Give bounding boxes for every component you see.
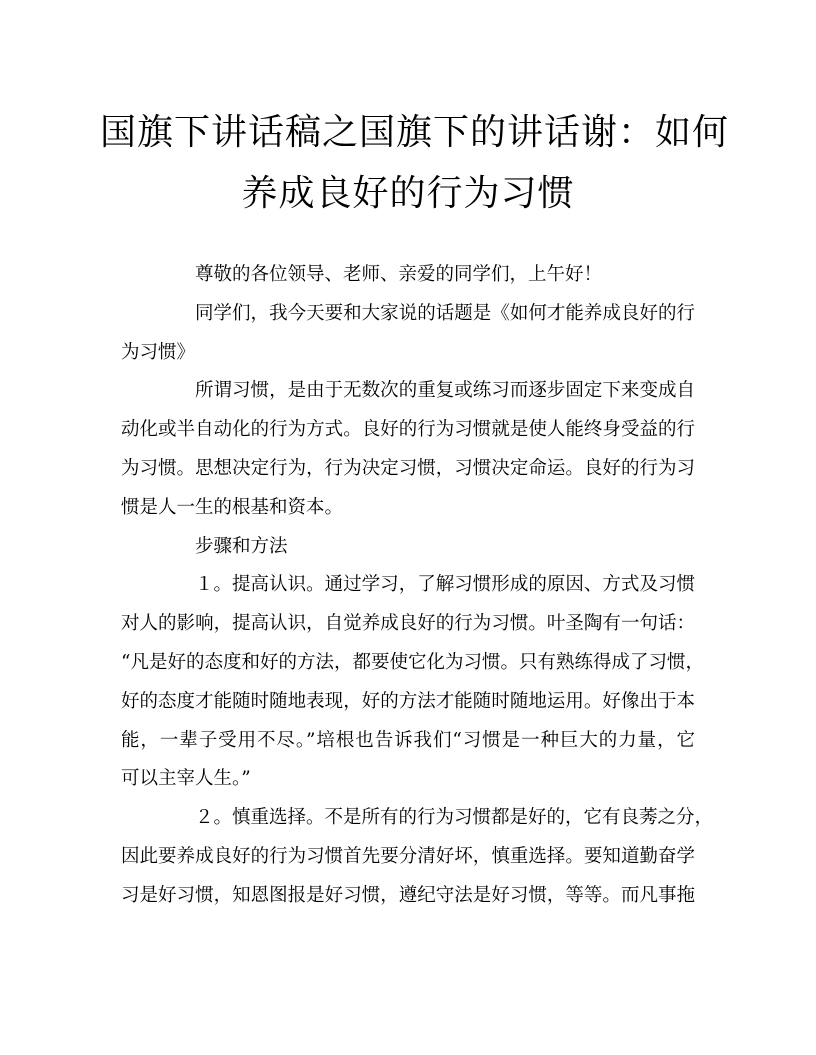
body-text-line: 为习惯。思想决定行为，行为决定习惯，习惯决定命运。良好的行为习 [121,457,695,479]
body-text-line: 好的态度才能随时随地表现，好的方法才能随时随地运用。好像出于本 [121,690,695,712]
body-text-line: １。提高认识。通过学习，了解习惯形成的原因、方式及习惯 [195,574,695,596]
body-text-line: 对人的影响，提高认识，自觉养成良好的行为习惯。叶圣陶有一句话： [121,613,695,635]
body-text-line: 动化或半自动化的行为方式。良好的行为习惯就是使人能终身受益的行 [121,419,695,441]
body-text-line: “凡是好的态度和好的方法，都要使它化为习惯。只有熟练得成了习惯， [121,651,704,673]
body-text-line: 习是好习惯，知恩图报是好习惯，遵纪守法是好习惯，等等。而凡事拖 [121,884,695,906]
body-text-line: 尊敬的各位领导、老师、亲爱的同学们，上午好！ [195,264,603,285]
body-text-line: 能，一辈子受用不尽。”培根也告诉我们“习惯是一种巨大的力量，它 [121,729,695,751]
body-text-line: ２。慎重选择。不是所有的行为习惯都是好的，它有良莠之分， [195,807,714,829]
body-text-line: 步骤和方法 [195,535,288,557]
page-title-line-2: 养成良好的行为习惯 [241,173,575,214]
page-title-line-1: 国旗下讲话稿之国旗下的讲话谢：如何 [100,112,730,153]
body-text-line: 所谓习惯，是由于无数次的重复或练习而逐步固定下来变成自 [195,380,695,402]
body-text-line: 惯是人一生的根基和资本。 [121,496,344,518]
body-text-line: 因此要养成良好的行为习惯首先要分清好坏，慎重选择。要知道勤奋学 [121,845,695,867]
body-text-line: 为习惯》 [121,341,196,363]
body-text-line: 可以主宰人生。” [121,768,251,790]
document-body [121,256,714,916]
body-text-line: 同学们，我今天要和大家说的话题是《如何才能养成良好的行 [195,302,695,324]
